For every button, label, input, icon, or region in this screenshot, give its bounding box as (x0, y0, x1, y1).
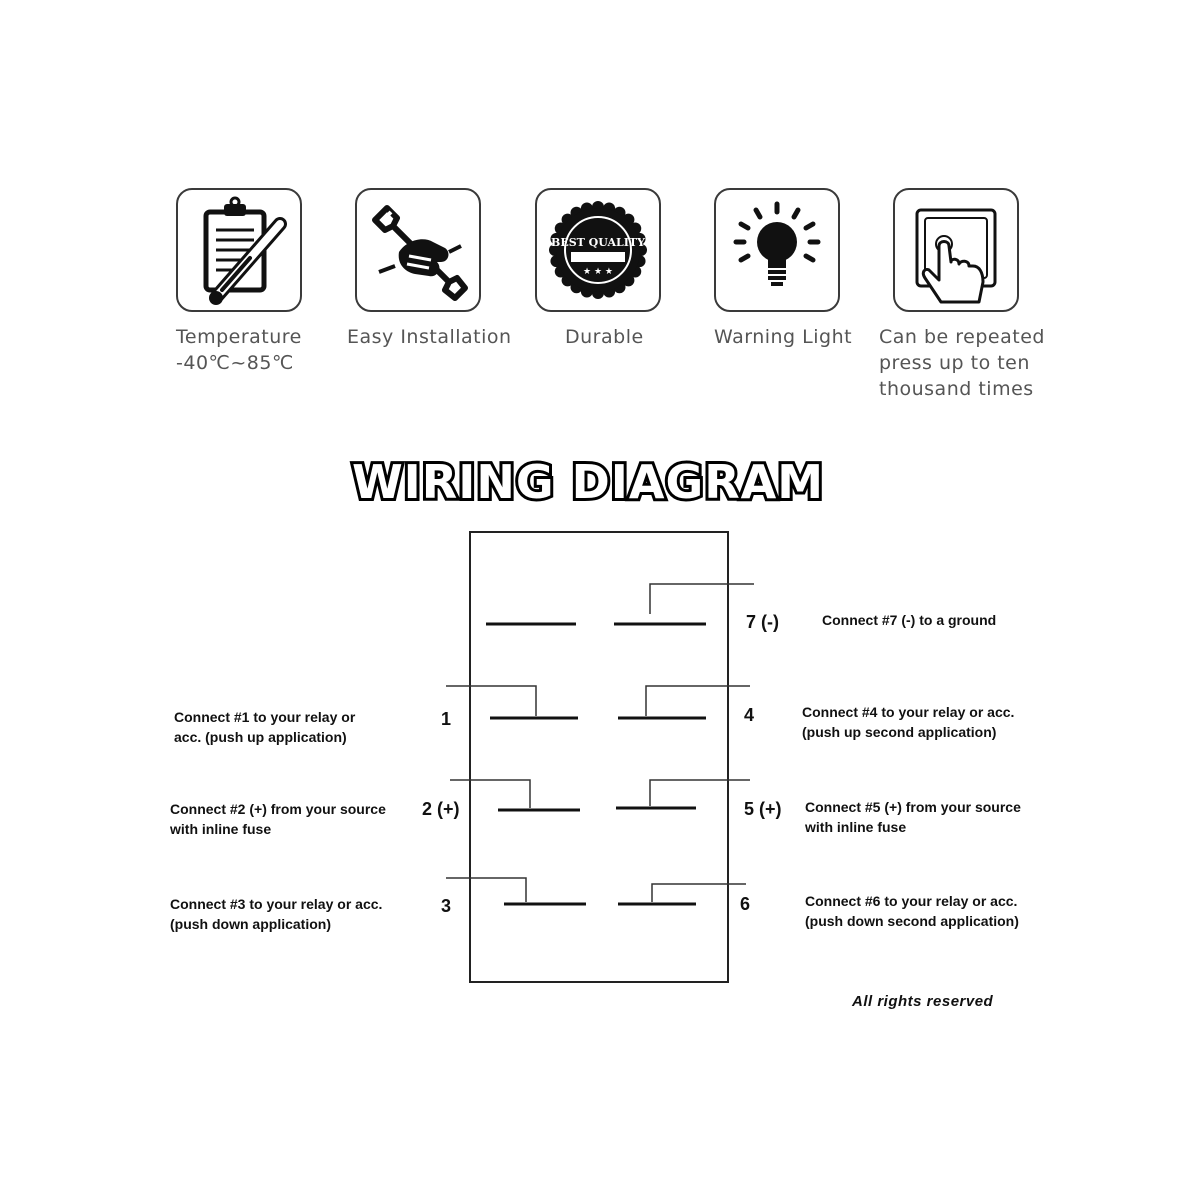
lead-wire-5 (650, 780, 750, 806)
feature-label: Can be repeated press up to ten thousand times (879, 326, 1045, 400)
lead-wire-7 (650, 584, 754, 614)
feature-label: Durable (565, 326, 644, 348)
note-pin-6: Connect #6 to your relay or acc. (push down second application) (805, 893, 1019, 929)
pin-label-3: 3 (441, 896, 452, 916)
lead-wire-6 (652, 884, 746, 902)
lead-wire-4 (646, 686, 750, 716)
pin-label-2: 2 (+) (422, 799, 460, 819)
lead-wire-1 (446, 686, 536, 716)
seal-text: BEST QUALITY (551, 236, 645, 249)
note-pin-1: Connect #1 to your relay or acc. (push up application) (174, 709, 356, 745)
pin-label-5: 5 (+) (744, 799, 782, 819)
pin-label-1: 1 (441, 709, 452, 729)
note-pin-2: Connect #2 (+) from your source with inline fuse (170, 801, 386, 837)
pin-label-7: 7 (-) (746, 612, 779, 632)
svg-text:★ ★ ★: ★ ★ ★ (583, 267, 613, 277)
note-pin-4: Connect #4 to your relay or acc. (push up second application) (802, 704, 1015, 740)
feature-label: Warning Light (714, 326, 853, 348)
diagram-title: WIRING DIAGRAM (351, 455, 825, 509)
note-pin-5: Connect #5 (+) from your source with inline fuse (805, 799, 1021, 835)
lead-wire-2 (450, 780, 530, 808)
pin-label-4: 4 (744, 705, 755, 725)
feature-label: Temperature -40℃~85℃ (176, 326, 302, 374)
switch-body (470, 532, 728, 982)
feature-label: Easy Installation (347, 326, 512, 348)
lead-wire-3 (446, 878, 526, 902)
note-pin-7: Connect #7 (-) to a ground (822, 612, 997, 628)
pin-label-6: 6 (740, 894, 751, 914)
note-pin-3: Connect #3 to your relay or acc. (push down application) (170, 896, 383, 932)
rights-reserved-footer: All rights reserved (852, 993, 994, 1010)
